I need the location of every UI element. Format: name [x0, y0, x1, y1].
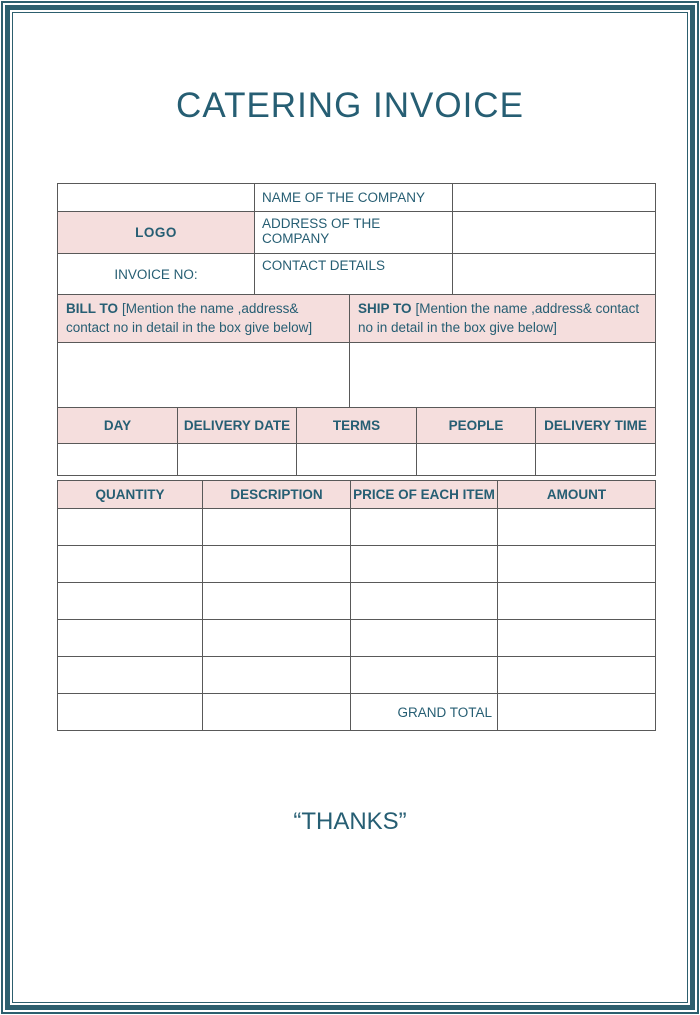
item-cell[interactable] [498, 546, 656, 583]
delivery-body-row [58, 444, 656, 476]
bill-to-hint: [Mention the name ,address& contact no in detail in the box give below] [66, 301, 313, 335]
bill-ship-header-row [58, 295, 656, 343]
bill-to-box[interactable] [58, 343, 350, 408]
item-row [58, 583, 656, 620]
company-name-label: NAME OF THE COMPANY [255, 184, 453, 212]
bill-to-header [58, 295, 350, 343]
bill-ship-table [57, 294, 656, 408]
quantity-header: QUANTITY [58, 481, 203, 509]
item-cell[interactable] [58, 620, 203, 657]
logo-placeholder[interactable]: LOGO [58, 212, 255, 254]
company-address-row [58, 212, 656, 254]
invoice-no-cell[interactable]: INVOICE NO: [58, 254, 255, 295]
item-cell[interactable] [498, 657, 656, 694]
people-header: PEOPLE [417, 408, 536, 444]
page-title: CATERING INVOICE [176, 86, 524, 125]
description-header: DESCRIPTION [203, 481, 351, 509]
amount-header: AMOUNT [498, 481, 656, 509]
item-cell[interactable] [498, 583, 656, 620]
company-name-field[interactable] [453, 184, 656, 212]
company-info-table [57, 183, 656, 295]
item-cell[interactable] [351, 509, 498, 546]
item-cell[interactable] [351, 583, 498, 620]
thanks-note: “THANKS” [293, 808, 407, 835]
delivery-header-row [58, 408, 656, 444]
day-field[interactable] [58, 444, 178, 476]
contact-details-row [58, 254, 656, 295]
item-cell[interactable] [498, 620, 656, 657]
grand-total-description-cell[interactable] [203, 694, 351, 731]
company-address-label: ADDRESS OF THE COMPANY [255, 212, 453, 254]
items-header-row [58, 481, 656, 509]
contact-details-field[interactable] [453, 254, 656, 295]
items-table-body [58, 481, 656, 731]
items-table [57, 480, 656, 731]
grand-total-label: GRAND TOTAL [351, 694, 498, 731]
delivery-date-field[interactable] [178, 444, 297, 476]
item-cell[interactable] [351, 620, 498, 657]
item-cell[interactable] [58, 546, 203, 583]
item-cell[interactable] [351, 657, 498, 694]
grand-total-amount-field[interactable] [498, 694, 656, 731]
delivery-time-header: DELIVERY TIME [536, 408, 656, 444]
ship-to-box[interactable] [350, 343, 656, 408]
item-cell[interactable] [203, 546, 351, 583]
item-row [58, 620, 656, 657]
ship-to-hint: [Mention the name ,address& contact no in detail in the box give below] [358, 301, 640, 335]
ship-to-label: SHIP TO [358, 301, 412, 316]
people-field[interactable] [417, 444, 536, 476]
terms-header: TERMS [297, 408, 417, 444]
item-cell[interactable] [58, 583, 203, 620]
item-cell[interactable] [58, 657, 203, 694]
item-cell[interactable] [203, 509, 351, 546]
day-header: DAY [58, 408, 178, 444]
company-address-field[interactable] [453, 212, 656, 254]
bill-to-label: BILL TO [66, 301, 119, 316]
delivery-time-field[interactable] [536, 444, 656, 476]
item-cell[interactable] [203, 657, 351, 694]
item-cell[interactable] [498, 509, 656, 546]
item-row [58, 657, 656, 694]
delivery-date-header: DELIVERY DATE [178, 408, 297, 444]
delivery-table [57, 407, 656, 476]
item-row [58, 509, 656, 546]
item-cell[interactable] [203, 583, 351, 620]
item-row [58, 546, 656, 583]
item-cell[interactable] [203, 620, 351, 657]
grand-total-quantity-cell[interactable] [58, 694, 203, 731]
ship-to-header [350, 295, 656, 343]
company-name-row [58, 184, 656, 212]
item-cell[interactable] [58, 509, 203, 546]
contact-details-label: CONTACT DETAILS [255, 254, 453, 295]
logo-area-top-cell [58, 184, 255, 212]
item-cell[interactable] [351, 546, 498, 583]
bill-ship-body-row [58, 343, 656, 408]
grand-total-row [58, 694, 656, 731]
terms-field[interactable] [297, 444, 417, 476]
price-header: PRICE OF EACH ITEM [351, 481, 498, 509]
